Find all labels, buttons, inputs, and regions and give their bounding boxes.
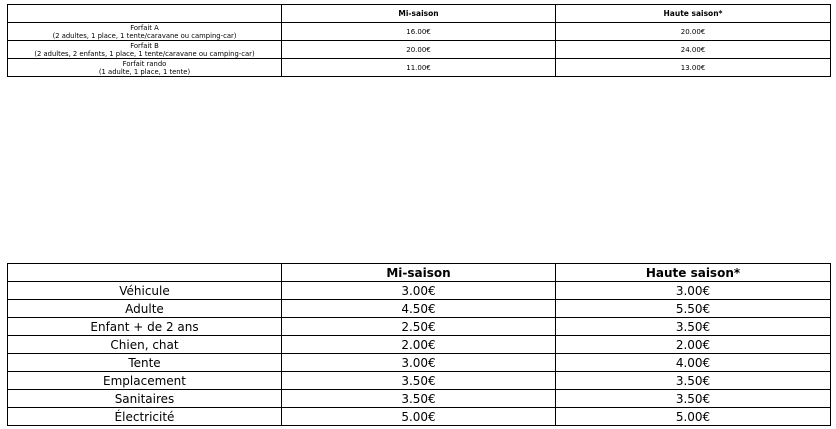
header-haute-saison: Haute saison* (556, 264, 831, 282)
tarif-label: Tente (8, 354, 282, 372)
price-mi-saison: 4.50€ (282, 300, 556, 318)
tarif-label: Emplacement (8, 372, 282, 390)
tarifs-price-table (7, 263, 831, 426)
forfait-label-cell (8, 41, 282, 59)
price-haute-saison: 5.00€ (556, 408, 831, 426)
forfait-detail: (2 adultes, 2 enfants, 1 place, 1 tente/caravane ou camping-car) (34, 49, 255, 58)
price-haute-saison: 5.50€ (556, 300, 831, 318)
table-row (8, 318, 831, 336)
tarif-label: Enfant + de 2 ans (8, 318, 282, 336)
forfait-name: Forfait B (130, 41, 159, 50)
tarif-label: Électricité (8, 408, 282, 426)
price-mi-saison: 3.50€ (282, 390, 556, 408)
price-haute-saison: 3.00€ (556, 282, 831, 300)
price-haute-saison: 3.50€ (556, 390, 831, 408)
table-row (8, 390, 831, 408)
forfait-label-cell (8, 23, 282, 41)
price-haute-saison: 24.00€ (556, 41, 831, 59)
price-mi-saison: 11.00€ (282, 59, 556, 77)
price-mi-saison: 2.50€ (282, 318, 556, 336)
price-haute-saison: 4.00€ (556, 354, 831, 372)
header-haute-saison: Haute saison* (556, 5, 831, 23)
header-empty-cell (8, 264, 282, 282)
tarif-label: Adulte (8, 300, 282, 318)
header-mi-saison: Mi-saison (282, 264, 556, 282)
price-mi-saison: 5.00€ (282, 408, 556, 426)
table-header-row (8, 5, 831, 23)
price-mi-saison: 3.50€ (282, 372, 556, 390)
forfaits-price-table (7, 4, 831, 77)
price-mi-saison: 3.00€ (282, 282, 556, 300)
forfait-detail: (1 adulte, 1 place, 1 tente) (98, 67, 191, 76)
price-haute-saison: 13.00€ (556, 59, 831, 77)
forfait-label-cell (8, 59, 282, 77)
table-row (8, 59, 831, 77)
header-empty-cell (8, 5, 282, 23)
table-row (8, 354, 831, 372)
table-row (8, 372, 831, 390)
price-mi-saison: 3.00€ (282, 354, 556, 372)
price-mi-saison: 20.00€ (282, 41, 556, 59)
forfait-detail: (2 adultes, 1 place, 1 tente/caravane ou camping-car) (52, 31, 237, 40)
price-haute-saison: 20.00€ (556, 23, 831, 41)
tarif-label: Sanitaires (8, 390, 282, 408)
table-row (8, 336, 831, 354)
table-header-row (8, 264, 831, 282)
table-row (8, 23, 831, 41)
table-row (8, 282, 831, 300)
price-haute-saison: 3.50€ (556, 372, 831, 390)
tarif-label: Véhicule (8, 282, 282, 300)
price-haute-saison: 2.00€ (556, 336, 831, 354)
forfait-name: Forfait rando (122, 59, 167, 68)
price-mi-saison: 2.00€ (282, 336, 556, 354)
header-mi-saison: Mi-saison (282, 5, 556, 23)
table-row (8, 408, 831, 426)
table-row (8, 300, 831, 318)
tarif-label: Chien, chat (8, 336, 282, 354)
price-mi-saison: 16.00€ (282, 23, 556, 41)
price-haute-saison: 3.50€ (556, 318, 831, 336)
table-row (8, 41, 831, 59)
forfait-name: Forfait A (130, 23, 159, 32)
